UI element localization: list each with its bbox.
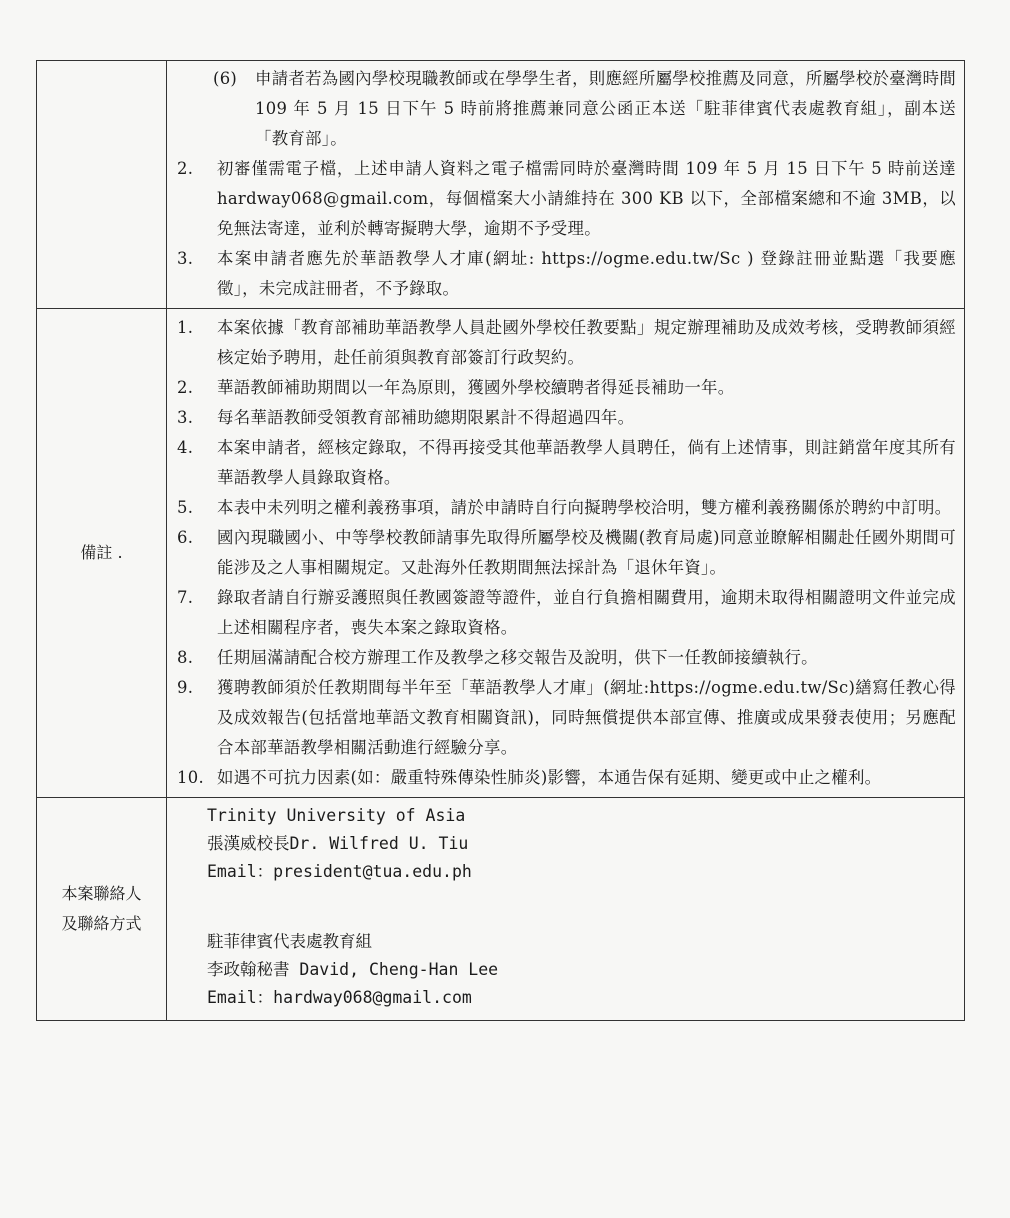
contact-line: Trinity University of Asia [207,806,466,825]
contact-content-cell [167,798,965,1021]
list-item [177,763,956,793]
item-number: 9. [177,678,194,697]
section1-row [37,61,965,309]
item-text: 如遇不可抗力因素(如：嚴重特殊傳染性肺炎)影響，本通告保有延期、變更或中止之權利。 [217,768,882,787]
sub-item-text: 申請者若為國內學校現職教師或在學學生者，則應經所屬學校推薦及同意，所屬學校於臺灣時間 109 年 5 月 15 日下午 5 時前將推薦兼同意公函正本送「駐菲律賓代表處教育組」，副本送「教育部」。 [255,69,957,148]
list-item [177,493,956,523]
contact-label [37,798,167,1021]
item-text: 初審僅需電子檔，上述申請人資料之電子檔需同時於臺灣時間 109 年 5 月 15 日下午 5 時前送達 hardway068@gmail.com，每個檔案大小請維持在 300 KB 以下，全部檔案總和不逾 3MB，以免無法寄達，並利於轉寄擬聘大學，逾期不予受理。 [217,159,956,238]
item-text: 本表中未列明之權利義務事項，請於申請時自行向擬聘學校洽明，雙方權利義務關係於聘約中訂明。 [217,498,952,517]
item-text: 任期屆滿請配合校方辦理工作及教學之移交報告及說明，供下一任教師接續執行。 [217,648,818,667]
item-text: 國內現職國小、中等學校教師請事先取得所屬學校及機關(教育局處)同意並瞭解相關赴任國外期間可能涉及之人事相關規定。又赴海外任教期間無法採計為「退休年資」。 [217,528,956,577]
contact-line: 李政翰秘書 David, Cheng-Han Lee [207,960,499,979]
list-item [177,244,956,304]
contact-line: 駐菲律賓代表處教育組 [207,932,372,951]
list-item [177,403,956,433]
item-number: 1. [177,318,194,337]
contact-label-line2: 及聯絡方式 [61,914,142,933]
list-item [177,673,956,763]
item-number: 4. [177,438,194,457]
contact-info [167,798,964,1020]
remarks-label: 備註 . [37,309,167,798]
list-item [177,154,956,244]
remarks-row [37,309,965,798]
contact-label-line1: 本案聯絡人 [61,884,142,903]
item-number: 8. [177,648,194,667]
item-number: 5. [177,498,194,517]
item-number: 7. [177,588,194,607]
item-number: 3. [177,408,194,427]
section1-label-cell [37,61,167,309]
contact-row [37,798,965,1021]
item-text: 本案申請者，經核定錄取，不得再接受其他華語教學人員聘任，倘有上述情事，則註銷當年度其所有華語教學人員錄取資格。 [217,438,956,487]
contact-line: 張漢威校長Dr. Wilfred U. Tiu [207,834,469,853]
item-number: 2. [177,159,194,178]
item-number: 3. [177,249,194,268]
sub-item-6 [177,64,956,154]
list-item [177,313,956,373]
item-number: 6. [177,528,194,547]
sub-item-number: (6) [213,69,238,88]
list-item [177,583,956,643]
list-item [177,433,956,493]
list-item [177,373,956,403]
section1-content-cell [167,61,965,309]
item-text: 本案申請者應先於華語教學人才庫(網址: https://ogme.edu.tw/Sc ) 登錄註冊並點選「我要應徵」，未完成註冊者，不予錄取。 [217,249,956,298]
contact-email: Email：president@tua.edu.ph [207,862,472,881]
list-item [177,523,956,583]
document-table [36,60,965,1021]
remarks-content-cell [167,309,965,798]
item-text: 每名華語教師受領教育部補助總期限累計不得超過四年。 [217,408,635,427]
item-text: 華語教師補助期間以一年為原則，獲國外學校續聘者得延長補助一年。 [217,378,735,397]
item-number: 2. [177,378,194,397]
contact-email: Email：hardway068@gmail.com [207,988,472,1007]
list-item [177,643,956,673]
item-number: 10. [177,768,204,787]
item-text: 錄取者請自行辦妥護照與任教國簽證等證件，並自行負擔相關費用，逾期未取得相關證明文件並完成上述相關程序者，喪失本案之錄取資格。 [217,588,956,637]
item-text: 獲聘教師須於任教期間每半年至「華語教學人才庫」(網址:https://ogme.edu.tw/Sc)繕寫任教心得及成效報告(包括當地華語文教育相關資訊)，同時無償提供本部宣傳、推廣或成果發表使用；另應配合本部華語教學相關活動進行經驗分享。 [217,678,956,757]
item-text: 本案依據「教育部補助華語教學人員赴國外學校任教要點」規定辦理補助及成效考核，受聘教師須經核定始予聘用，赴任前須與教育部簽訂行政契約。 [217,318,956,367]
